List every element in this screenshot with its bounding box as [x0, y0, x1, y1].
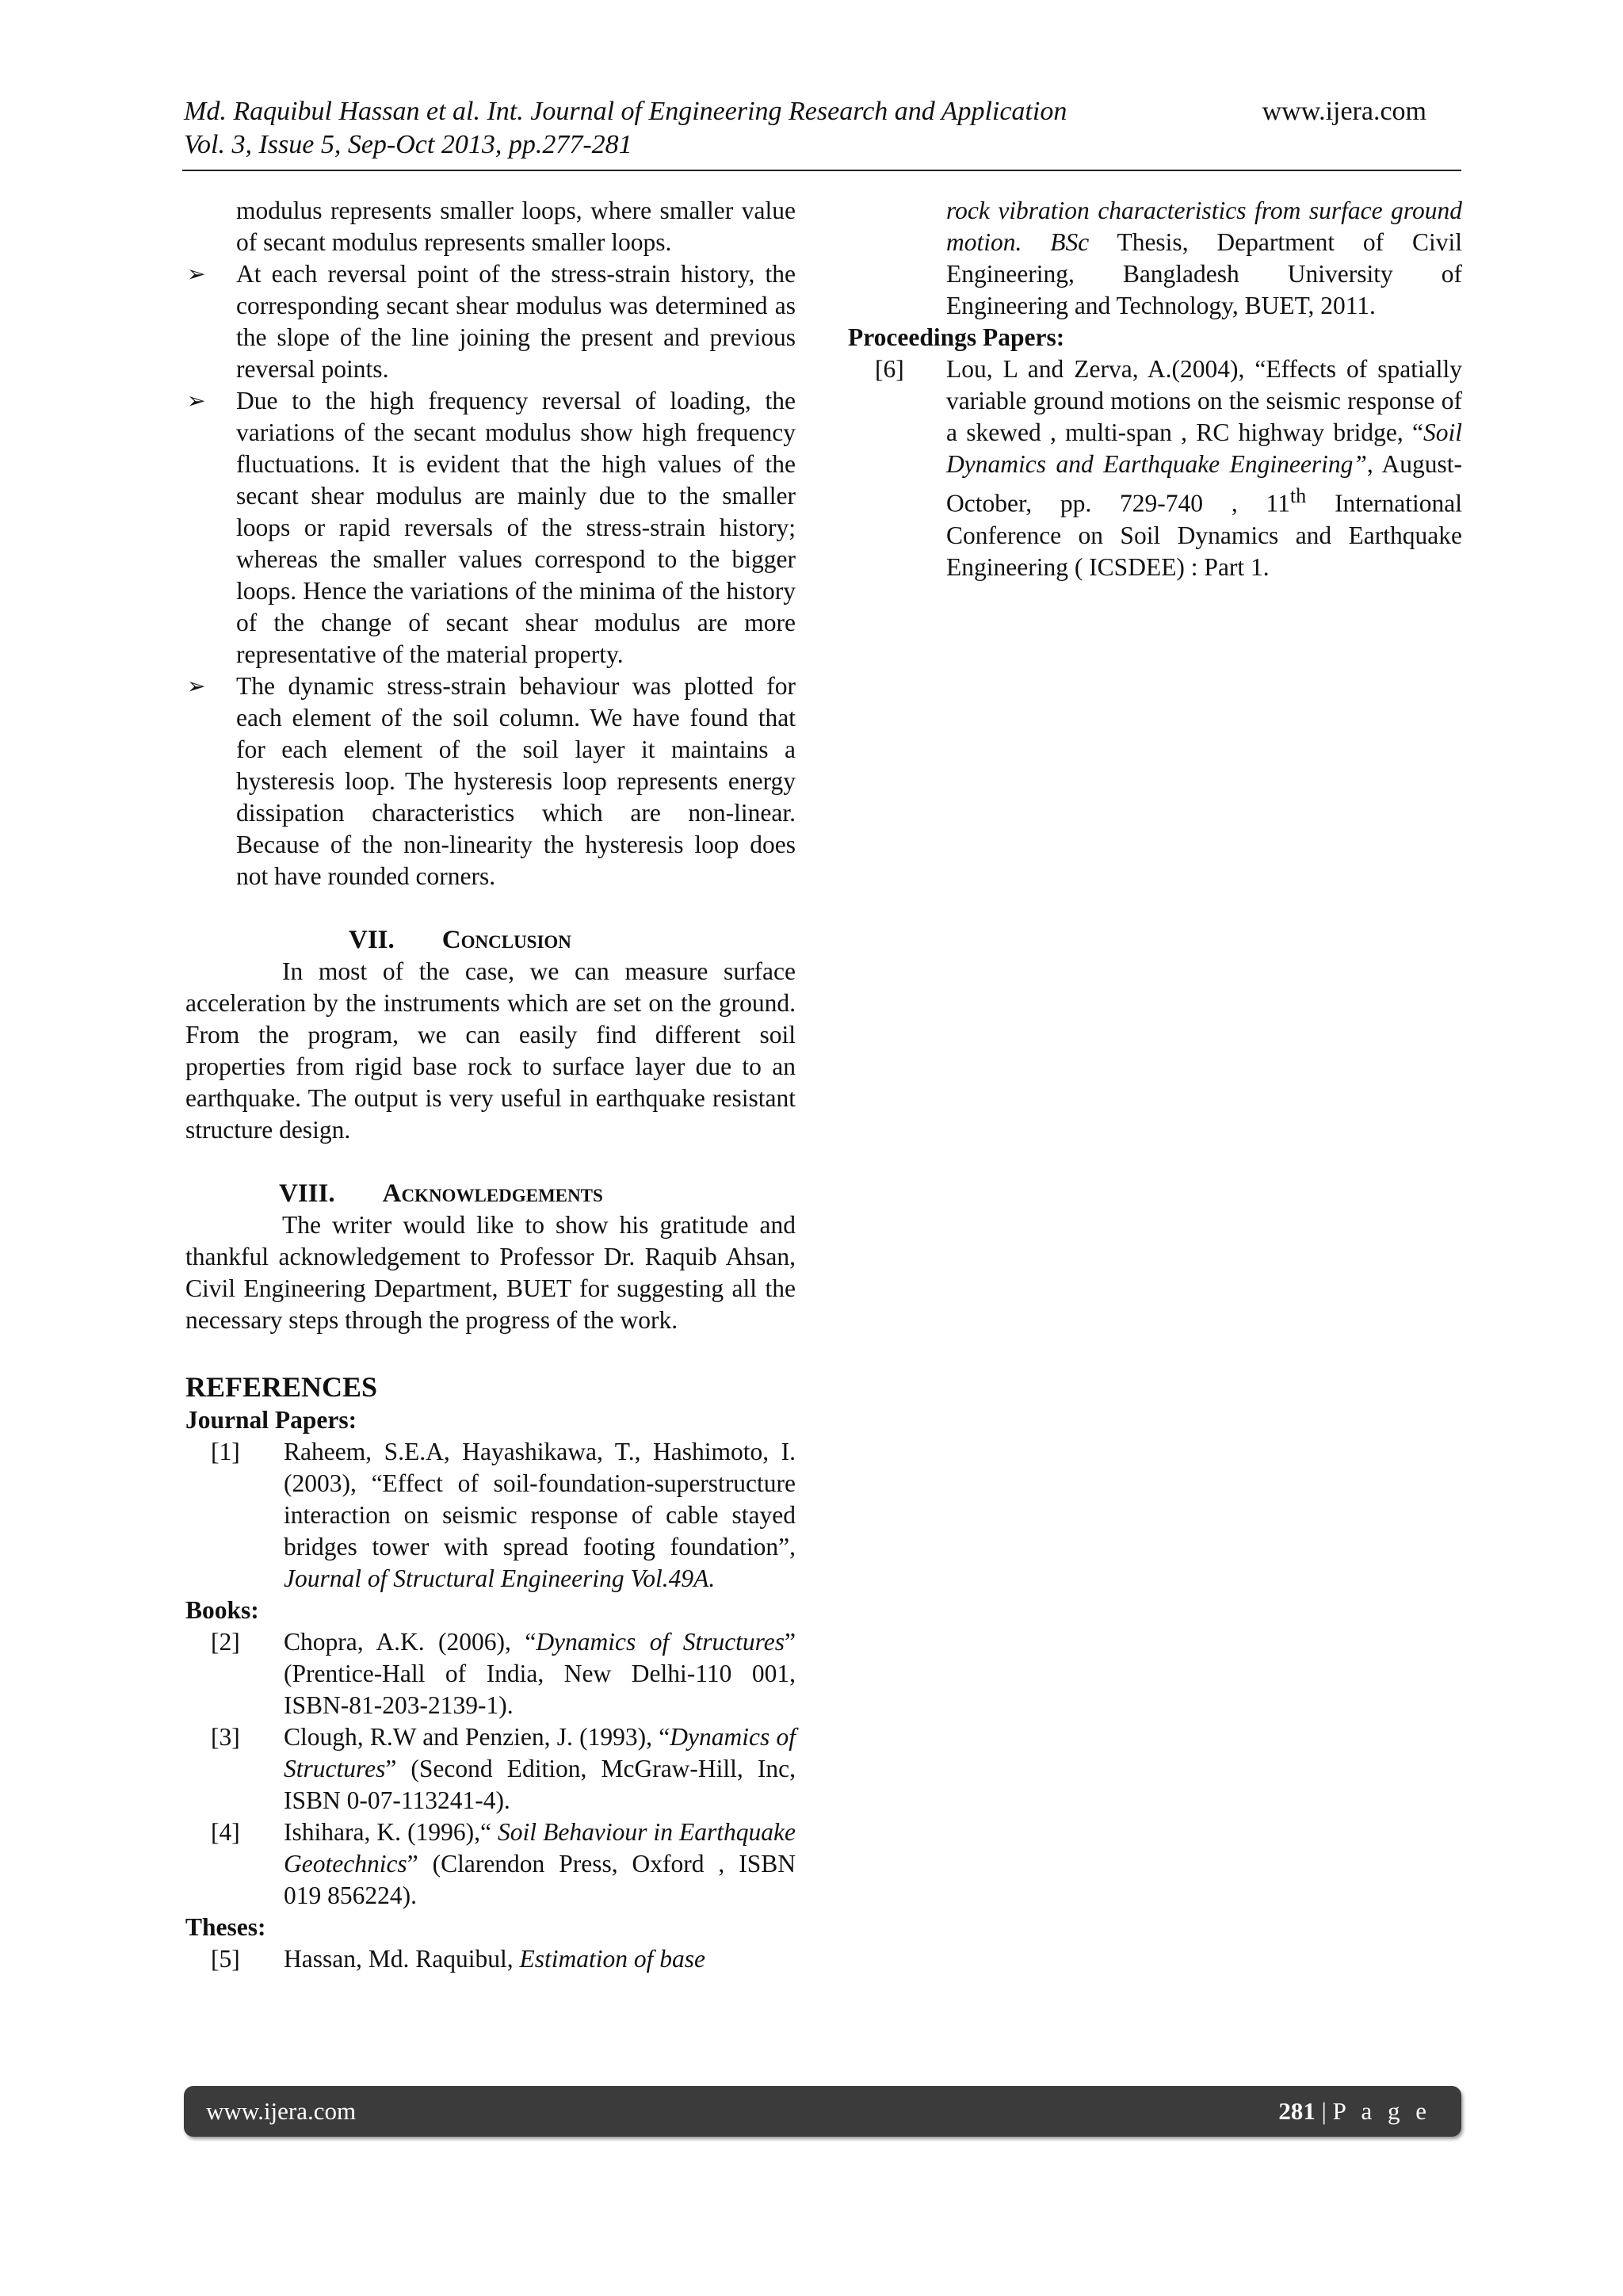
reference-continuation: rock vibration characteristics from surface ground motion. BSc Thesis, Department of Civil Engineering, Bangladesh University of Engineering and Technology, BUET, 2011.: [946, 197, 1462, 319]
ref-category-proceedings: Proceedings Papers:: [848, 323, 1065, 351]
left-column: [185, 195, 796, 1975]
right-column: [848, 195, 1462, 583]
header-volume: Vol. 3, Issue 5, Sep-Oct 2013, pp.277-281: [184, 130, 632, 159]
conclusion-text: In most of the case, we can measure surface acceleration by the instruments which are set on the ground. From the program, we can easily find different soil properties from rigid base rock to surface layer due to an earthquake. The output is very useful in earthquake resistant structure design.: [185, 957, 796, 1144]
bullet-item: ➢ The dynamic stress-strain behaviour was plotted for each element of the soil column. We have found that for each element of the soil layer it maintains a hysteresis loop. The hysteresis loop represents energy dissipation characteristics which are non-linear. Because of the non-linearity the hysteresis loop does not have rounded corners.: [187, 672, 796, 890]
bullet-item: ➢ Due to the high frequency reversal of loading, the variations of the secant modulus show high frequency fluctuations. It is evident that the high values of the secant shear modulus are mainly due to the smaller loops or rapid reversals of the stress-strain history; whereas the smaller values correspond to the bigger loops. Hence the variations of the minima of the history of the change of secant shear modulus are more representative of the material property.: [187, 387, 796, 668]
reference-item: [1] Raheem, S.E.A, Hayashikawa, T., Hashimoto, I. (2003), “Effect of soil-foundation-superstructure interaction on seismic response of cable stayed bridges tower with spread footing foundation”, Journal of Structural Engineering Vol.49A.: [211, 1438, 796, 1592]
bullet-item: ➢ At each reversal point of the stress-strain history, the corresponding secant shear modulus was determined as the slope of the line joining the present and previous reversal points.: [187, 260, 796, 383]
bullet-continuation: modulus represents smaller loops, where smaller value of secant modulus represents smaller loops.: [236, 197, 796, 256]
arrow-bullet-icon: ➢: [187, 673, 206, 699]
page-number: 281 | P a g e: [1278, 2097, 1431, 2125]
header-url[interactable]: www.ijera.com: [1262, 97, 1426, 126]
section-heading-conclusion: VII. Conclusion: [349, 926, 571, 954]
running-header: [184, 95, 1458, 162]
ref-category-books: Books:: [185, 1596, 259, 1624]
footer-url[interactable]: www.ijera.com: [206, 2097, 357, 2125]
ref-category-theses: Theses:: [185, 1913, 266, 1941]
reference-item: [5] Hassan, Md. Raquibul, Estimation of base: [211, 1945, 705, 1973]
arrow-bullet-icon: ➢: [187, 388, 206, 414]
header-rule: [182, 170, 1461, 171]
acknowledgements-text: The writer would like to show his gratitude and thankful acknowledgement to Professor Dr. Raquib Ahsan, Civil Engineering Department, BUET for suggesting all the necessary steps through the progress of the work.: [185, 1211, 796, 1334]
reference-item: [2] Chopra, A.K. (2006), “Dynamics of Structures” (Prentice-Hall of India, New Delhi-110 001, ISBN-81-203-2139-1).: [211, 1628, 796, 1719]
ref-category-journal: Journal Papers:: [185, 1406, 357, 1434]
references-heading: REFERENCES: [185, 1371, 378, 1403]
reference-item: [4] Ishihara, K. (1996),“ Soil Behaviour in Earthquake Geotechnics” (Clarendon Press, Oxford , ISBN 019 856224).: [211, 1818, 796, 1909]
page-footer: [184, 2086, 1461, 2137]
section-heading-acknowledgements: VIII. Acknowledgements: [279, 1179, 603, 1208]
arrow-bullet-icon: ➢: [187, 261, 206, 287]
bullet-list: [185, 258, 796, 892]
reference-item: [3] Clough, R.W and Penzien, J. (1993), “Dynamics of Structures” (Second Edition, McGraw-Hill, Inc, ISBN 0-07-113241-4).: [211, 1723, 796, 1814]
reference-item: [6] Lou, L and Zerva, A.(2004), “Effects of spatially variable ground motions on the seismic response of a skewed , multi-span , RC highway bridge, “Soil Dynamics and Earthquake Engineering”, August-October, pp. 729-740 , 11th International Conference on Soil Dynamics and Earthquake Engineering ( ICSDEE) : Part 1.: [875, 355, 1462, 581]
header-journal: Md. Raquibul Hassan et al. Int. Journal of Engineering Research and Application: [184, 97, 1067, 126]
